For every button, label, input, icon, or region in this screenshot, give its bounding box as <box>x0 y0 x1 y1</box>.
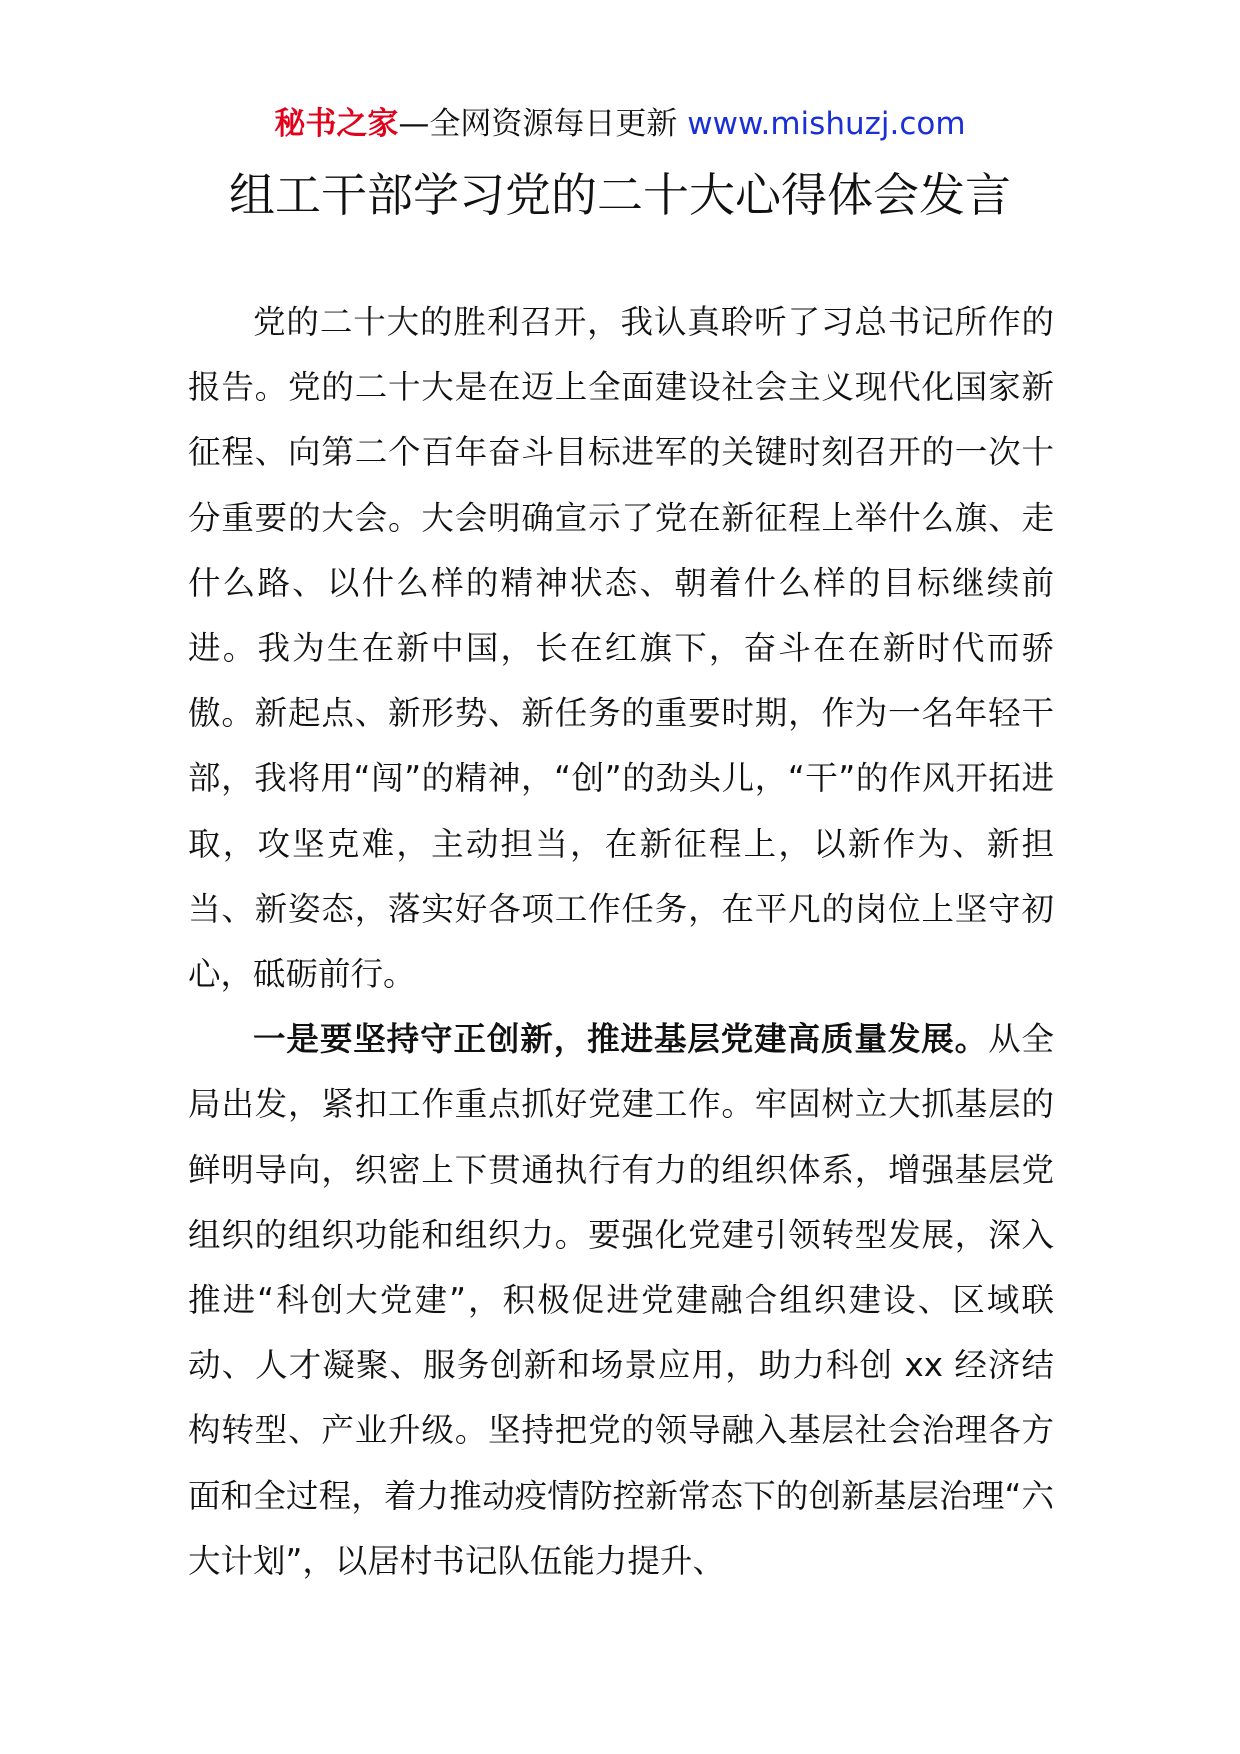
site-url-link[interactable]: www.mishuzj.com <box>687 106 966 142</box>
paragraph-intro <box>188 290 1054 1007</box>
document-title: 组工干部学习党的二十大心得体会发言 <box>229 168 1011 222</box>
site-brand: 秘书之家 <box>274 106 399 142</box>
paragraph-text: 从全局出发，紧扣工作重点抓好党建工作。牢固树立大抓基层的鲜明导向，织密上下贯通执行有力的组织体系，增强基层党组织的组织功能和组织力。要强化党建引领转型发展，深入推进“科创大党建”，积极促进党建融合组织建设、区域联动、人才凝聚、服务创新和场景应用，助力科创 xx 经济结构转型、产业升级。坚持把党的领导融入基层社会治理各方面和全过程，着力推动疫情防控新常态下的创新基层治理“六大计划”，以居村书记队伍能力提升、 <box>188 1020 1054 1580</box>
paragraph-lead: 一是要坚持守正创新，推进基层党建高质量发展。 <box>253 1020 989 1059</box>
paragraph-text: 党的二十大的胜利召开，我认真聆听了习总书记所作的报告。党的二十大是在迈上全面建设社会主义现代化国家新征程、向第二个百年奋斗目标进军的关键时刻召开的一次十分重要的大会。大会明确宣示了党在新征程上举什么旗、走什么路、以什么样的精神状态、朝着什么样的目标继续前进。我为生在新中国，长在红旗下，奋斗在在新时代而骄傲。新起点、新形势、新任务的重要时期，作为一名年轻干部，我将用“闯”的精神，“创”的劲头儿，“干”的作风开拓进取，攻坚克难，主动担当，在新征程上，以新作为、新担当、新姿态，落实好各项工作任务，在平凡的岗位上坚守初心，砥砺前行。 <box>188 303 1054 994</box>
paragraph-point-one <box>188 1007 1054 1594</box>
site-tagline: —全网资源每日更新 <box>398 106 678 142</box>
site-header <box>0 100 1240 148</box>
document-body <box>188 290 1054 1594</box>
